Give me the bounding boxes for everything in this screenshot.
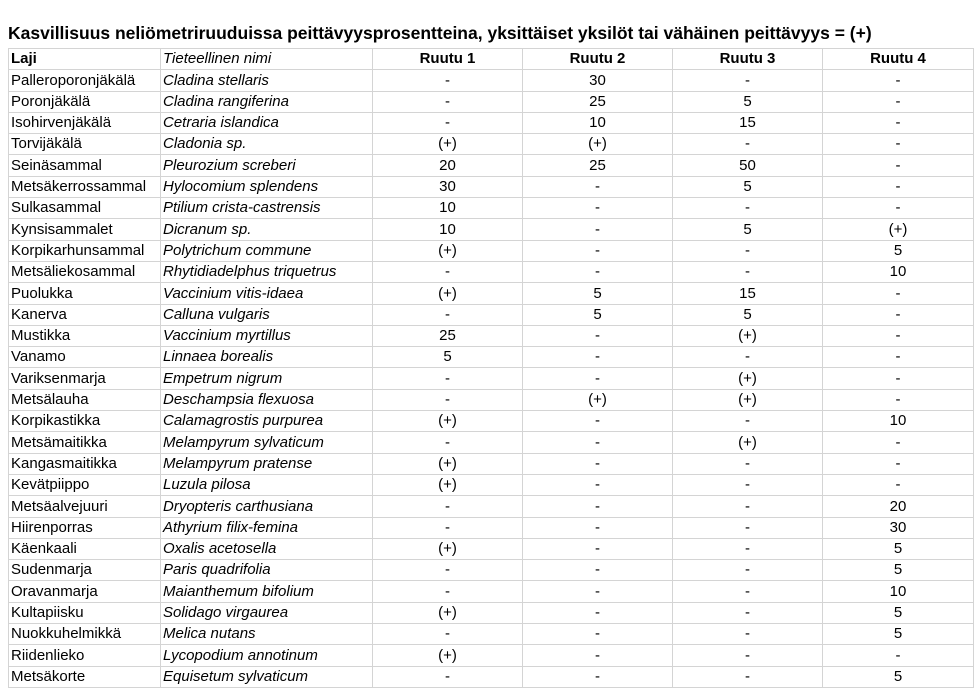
plot-4-cell[interactable]: - [823, 70, 974, 91]
plot-4-cell[interactable]: 5 [823, 560, 974, 581]
plot-1-cell[interactable]: (+) [373, 411, 523, 432]
plot-1-cell[interactable]: 25 [373, 325, 523, 346]
plot-3-cell[interactable]: 5 [673, 176, 823, 197]
plot-2-cell[interactable]: - [523, 240, 673, 261]
plot-3-cell[interactable]: 5 [673, 219, 823, 240]
scientific-name-cell[interactable]: Athyrium filix-femina [161, 517, 373, 538]
plot-4-cell[interactable]: - [823, 474, 974, 495]
plot-3-cell[interactable]: - [673, 474, 823, 495]
plot-2-cell[interactable]: 25 [523, 91, 673, 112]
scientific-name-cell[interactable]: Melica nutans [161, 624, 373, 645]
species-name-cell[interactable]: Variksenmarja [9, 368, 161, 389]
species-name-cell[interactable]: Metsämaitikka [9, 432, 161, 453]
table-row [9, 112, 974, 133]
plot-2-cell[interactable]: - [523, 666, 673, 687]
plot-1-cell[interactable]: 10 [373, 219, 523, 240]
plot-3-cell[interactable]: 15 [673, 283, 823, 304]
plot-2-cell[interactable]: - [523, 602, 673, 623]
species-name-cell[interactable]: Korpikarhunsammal [9, 240, 161, 261]
plot-3-cell[interactable]: 50 [673, 155, 823, 176]
species-name-cell[interactable]: Metsälauha [9, 389, 161, 410]
plot-3-cell[interactable]: - [673, 602, 823, 623]
scientific-name-cell[interactable]: Polytrichum commune [161, 240, 373, 261]
plot-2-cell[interactable]: 25 [523, 155, 673, 176]
plot-2-cell[interactable]: - [523, 411, 673, 432]
plot-1-cell[interactable]: (+) [373, 645, 523, 666]
plot-1-cell[interactable]: - [373, 389, 523, 410]
plot-4-cell[interactable]: - [823, 645, 974, 666]
plot-1-cell[interactable]: - [373, 91, 523, 112]
scientific-name-cell[interactable]: Rhytidiadelphus triquetrus [161, 261, 373, 282]
header-plot-4[interactable]: Ruutu 4 [823, 49, 974, 70]
plot-1-cell[interactable]: 5 [373, 347, 523, 368]
table-row [9, 304, 974, 325]
table-row [9, 176, 974, 197]
plot-4-cell[interactable]: 10 [823, 261, 974, 282]
scientific-name-cell[interactable]: Equisetum sylvaticum [161, 666, 373, 687]
table-row [9, 602, 974, 623]
plot-2-cell[interactable]: - [523, 560, 673, 581]
plot-2-cell[interactable]: - [523, 347, 673, 368]
plot-2-cell[interactable]: 10 [523, 112, 673, 133]
plot-3-cell[interactable]: 5 [673, 304, 823, 325]
table-row [9, 347, 974, 368]
plot-4-cell[interactable]: 20 [823, 496, 974, 517]
table-row [9, 325, 974, 346]
species-name-cell[interactable]: Metsäkerrossammal [9, 176, 161, 197]
species-name-cell[interactable]: Seinäsammal [9, 155, 161, 176]
plot-4-cell[interactable]: - [823, 368, 974, 389]
scientific-name-cell[interactable]: Melampyrum sylvaticum [161, 432, 373, 453]
plot-3-cell[interactable]: - [673, 261, 823, 282]
species-name-cell[interactable]: Metsäkorte [9, 666, 161, 687]
species-name-cell[interactable]: Oravanmarja [9, 581, 161, 602]
header-plot-2[interactable]: Ruutu 2 [523, 49, 673, 70]
plot-1-cell[interactable]: (+) [373, 602, 523, 623]
table-row [9, 70, 974, 91]
species-name-cell[interactable]: Vanamo [9, 347, 161, 368]
table-row [9, 240, 974, 261]
table-row [9, 474, 974, 495]
plot-4-cell[interactable]: 10 [823, 581, 974, 602]
species-name-cell[interactable]: Sulkasammal [9, 198, 161, 219]
table-row [9, 219, 974, 240]
header-scientific-name[interactable]: Tieteellinen nimi [161, 49, 373, 70]
plot-1-cell[interactable]: - [373, 666, 523, 687]
species-name-cell[interactable]: Metsäalvejuuri [9, 496, 161, 517]
table-row [9, 411, 974, 432]
scientific-name-cell[interactable]: Cladina rangiferina [161, 91, 373, 112]
species-name-cell[interactable]: Isohirvenjäkälä [9, 112, 161, 133]
plot-3-cell[interactable]: - [673, 134, 823, 155]
plot-4-cell[interactable]: - [823, 453, 974, 474]
plot-1-cell[interactable]: (+) [373, 240, 523, 261]
species-name-cell[interactable]: Korpikastikka [9, 411, 161, 432]
scientific-name-cell[interactable]: Cladina stellaris [161, 70, 373, 91]
header-row [9, 49, 974, 70]
species-name-cell[interactable]: Sudenmarja [9, 560, 161, 581]
scientific-name-cell[interactable]: Calamagrostis purpurea [161, 411, 373, 432]
plot-1-cell[interactable]: - [373, 517, 523, 538]
plot-4-cell[interactable]: - [823, 176, 974, 197]
plot-2-cell[interactable]: 30 [523, 70, 673, 91]
plot-3-cell[interactable]: - [673, 517, 823, 538]
plot-1-cell[interactable]: - [373, 560, 523, 581]
table-row [9, 368, 974, 389]
species-name-cell[interactable]: Torvijäkälä [9, 134, 161, 155]
plot-3-cell[interactable]: - [673, 240, 823, 261]
table-row [9, 581, 974, 602]
scientific-name-cell[interactable]: Vaccinium myrtillus [161, 325, 373, 346]
plot-3-cell[interactable]: 5 [673, 91, 823, 112]
species-name-cell[interactable]: Kevätpiippo [9, 474, 161, 495]
vegetation-table [8, 48, 974, 688]
table-row [9, 283, 974, 304]
plot-1-cell[interactable]: 20 [373, 155, 523, 176]
table-row [9, 560, 974, 581]
scientific-name-cell[interactable]: Pleurozium screberi [161, 155, 373, 176]
plot-3-cell[interactable]: - [673, 624, 823, 645]
scientific-name-cell[interactable]: Linnaea borealis [161, 347, 373, 368]
plot-4-cell[interactable]: - [823, 155, 974, 176]
plot-2-cell[interactable]: 5 [523, 304, 673, 325]
plot-1-cell[interactable]: - [373, 581, 523, 602]
plot-3-cell[interactable]: - [673, 453, 823, 474]
plot-3-cell[interactable]: (+) [673, 325, 823, 346]
plot-3-cell[interactable]: - [673, 666, 823, 687]
plot-2-cell[interactable]: - [523, 325, 673, 346]
scientific-name-cell[interactable]: Vaccinium vitis-idaea [161, 283, 373, 304]
plot-4-cell[interactable]: - [823, 198, 974, 219]
species-name-cell[interactable]: Metsäliekosammal [9, 261, 161, 282]
table-row [9, 134, 974, 155]
plot-1-cell[interactable]: - [373, 624, 523, 645]
plot-2-cell[interactable]: - [523, 538, 673, 559]
scientific-name-cell[interactable]: Melampyrum pratense [161, 453, 373, 474]
plot-4-cell[interactable]: 5 [823, 666, 974, 687]
plot-4-cell[interactable]: - [823, 91, 974, 112]
plot-2-cell[interactable]: - [523, 517, 673, 538]
scientific-name-cell[interactable]: Paris quadrifolia [161, 560, 373, 581]
species-name-cell[interactable]: Mustikka [9, 325, 161, 346]
plot-4-cell[interactable]: - [823, 432, 974, 453]
plot-2-cell[interactable]: - [523, 474, 673, 495]
plot-3-cell[interactable]: - [673, 411, 823, 432]
plot-3-cell[interactable]: (+) [673, 389, 823, 410]
header-plot-1[interactable]: Ruutu 1 [373, 49, 523, 70]
plot-3-cell[interactable]: (+) [673, 368, 823, 389]
plot-3-cell[interactable]: (+) [673, 432, 823, 453]
plot-2-cell[interactable]: - [523, 581, 673, 602]
plot-1-cell[interactable]: (+) [373, 474, 523, 495]
plot-3-cell[interactable]: - [673, 347, 823, 368]
plot-2-cell[interactable]: - [523, 453, 673, 474]
table-row [9, 624, 974, 645]
plot-2-cell[interactable]: 5 [523, 283, 673, 304]
species-name-cell[interactable]: Kanerva [9, 304, 161, 325]
table-row [9, 432, 974, 453]
table-row [9, 155, 974, 176]
scientific-name-cell[interactable]: Oxalis acetosella [161, 538, 373, 559]
plot-4-cell[interactable]: 30 [823, 517, 974, 538]
plot-4-cell[interactable]: - [823, 283, 974, 304]
plot-4-cell[interactable]: - [823, 304, 974, 325]
table-row [9, 496, 974, 517]
scientific-name-cell[interactable]: Dryopteris carthusiana [161, 496, 373, 517]
species-name-cell[interactable]: Kangasmaitikka [9, 453, 161, 474]
plot-2-cell[interactable]: (+) [523, 389, 673, 410]
plot-4-cell[interactable]: 5 [823, 240, 974, 261]
scientific-name-cell[interactable]: Cetraria islandica [161, 112, 373, 133]
plot-4-cell[interactable]: 10 [823, 411, 974, 432]
sheet-title: Kasvillisuus neliömetriruuduissa peittävyysprosentteina, yksittäiset yksilöt tai vähäinen peittävyys = (+) [8, 23, 872, 43]
species-name-cell[interactable]: Riidenlieko [9, 645, 161, 666]
table-body [9, 70, 974, 688]
scientific-name-cell[interactable]: Calluna vulgaris [161, 304, 373, 325]
species-name-cell[interactable]: Poronjäkälä [9, 91, 161, 112]
scientific-name-cell[interactable]: Deschampsia flexuosa [161, 389, 373, 410]
scientific-name-cell[interactable]: Lycopodium annotinum [161, 645, 373, 666]
scientific-name-cell[interactable]: Solidago virgaurea [161, 602, 373, 623]
plot-4-cell[interactable]: - [823, 347, 974, 368]
plot-3-cell[interactable]: - [673, 70, 823, 91]
plot-2-cell[interactable]: - [523, 496, 673, 517]
plot-3-cell[interactable]: - [673, 198, 823, 219]
plot-1-cell[interactable]: - [373, 261, 523, 282]
plot-2-cell[interactable]: - [523, 176, 673, 197]
scientific-name-cell[interactable]: Empetrum nigrum [161, 368, 373, 389]
species-name-cell[interactable]: Nuokkuhelmikkä [9, 624, 161, 645]
table-row [9, 198, 974, 219]
table-row [9, 261, 974, 282]
plot-3-cell[interactable]: - [673, 581, 823, 602]
plot-1-cell[interactable]: 10 [373, 198, 523, 219]
table-row [9, 645, 974, 666]
plot-4-cell[interactable]: - [823, 134, 974, 155]
plot-2-cell[interactable]: - [523, 261, 673, 282]
plot-1-cell[interactable]: - [373, 304, 523, 325]
species-name-cell[interactable]: Käenkaali [9, 538, 161, 559]
plot-3-cell[interactable]: - [673, 496, 823, 517]
plot-1-cell[interactable]: - [373, 432, 523, 453]
table-row [9, 666, 974, 687]
plot-4-cell[interactable]: 5 [823, 624, 974, 645]
scientific-name-cell[interactable]: Hylocomium splendens [161, 176, 373, 197]
plot-3-cell[interactable]: - [673, 560, 823, 581]
scientific-name-cell[interactable]: Luzula pilosa [161, 474, 373, 495]
plot-4-cell[interactable]: - [823, 325, 974, 346]
table-row [9, 453, 974, 474]
plot-3-cell[interactable]: - [673, 645, 823, 666]
plot-2-cell[interactable]: - [523, 645, 673, 666]
plot-1-cell[interactable]: (+) [373, 283, 523, 304]
plot-2-cell[interactable]: - [523, 624, 673, 645]
species-name-cell[interactable]: Puolukka [9, 283, 161, 304]
plot-1-cell[interactable]: - [373, 368, 523, 389]
plot-4-cell[interactable]: - [823, 389, 974, 410]
plot-3-cell[interactable]: - [673, 538, 823, 559]
plot-2-cell[interactable]: - [523, 219, 673, 240]
plot-4-cell[interactable]: 5 [823, 538, 974, 559]
plot-1-cell[interactable]: - [373, 496, 523, 517]
table-row [9, 538, 974, 559]
plot-4-cell[interactable]: - [823, 112, 974, 133]
scientific-name-cell[interactable]: Ptilium crista-castrensis [161, 198, 373, 219]
plot-2-cell[interactable]: - [523, 368, 673, 389]
table-row [9, 91, 974, 112]
species-name-cell[interactable]: Kynsisammalet [9, 219, 161, 240]
plot-1-cell[interactable]: (+) [373, 453, 523, 474]
header-plot-3[interactable]: Ruutu 3 [673, 49, 823, 70]
species-name-cell[interactable]: Kultapiisku [9, 602, 161, 623]
scientific-name-cell[interactable]: Dicranum sp. [161, 219, 373, 240]
plot-1-cell[interactable]: (+) [373, 538, 523, 559]
plot-1-cell[interactable]: - [373, 70, 523, 91]
table-row [9, 389, 974, 410]
species-name-cell[interactable]: Hiirenporras [9, 517, 161, 538]
plot-2-cell[interactable]: - [523, 432, 673, 453]
plot-4-cell[interactable]: (+) [823, 219, 974, 240]
table-row [9, 517, 974, 538]
scientific-name-cell[interactable]: Maianthemum bifolium [161, 581, 373, 602]
plot-1-cell[interactable]: 30 [373, 176, 523, 197]
species-name-cell[interactable]: Palleroporonjäkälä [9, 70, 161, 91]
plot-2-cell[interactable]: - [523, 198, 673, 219]
plot-4-cell[interactable]: 5 [823, 602, 974, 623]
plot-2-cell[interactable]: (+) [523, 134, 673, 155]
scientific-name-cell[interactable]: Cladonia sp. [161, 134, 373, 155]
plot-3-cell[interactable]: 15 [673, 112, 823, 133]
header-laji[interactable]: Laji [9, 49, 161, 70]
plot-1-cell[interactable]: (+) [373, 134, 523, 155]
plot-1-cell[interactable]: - [373, 112, 523, 133]
